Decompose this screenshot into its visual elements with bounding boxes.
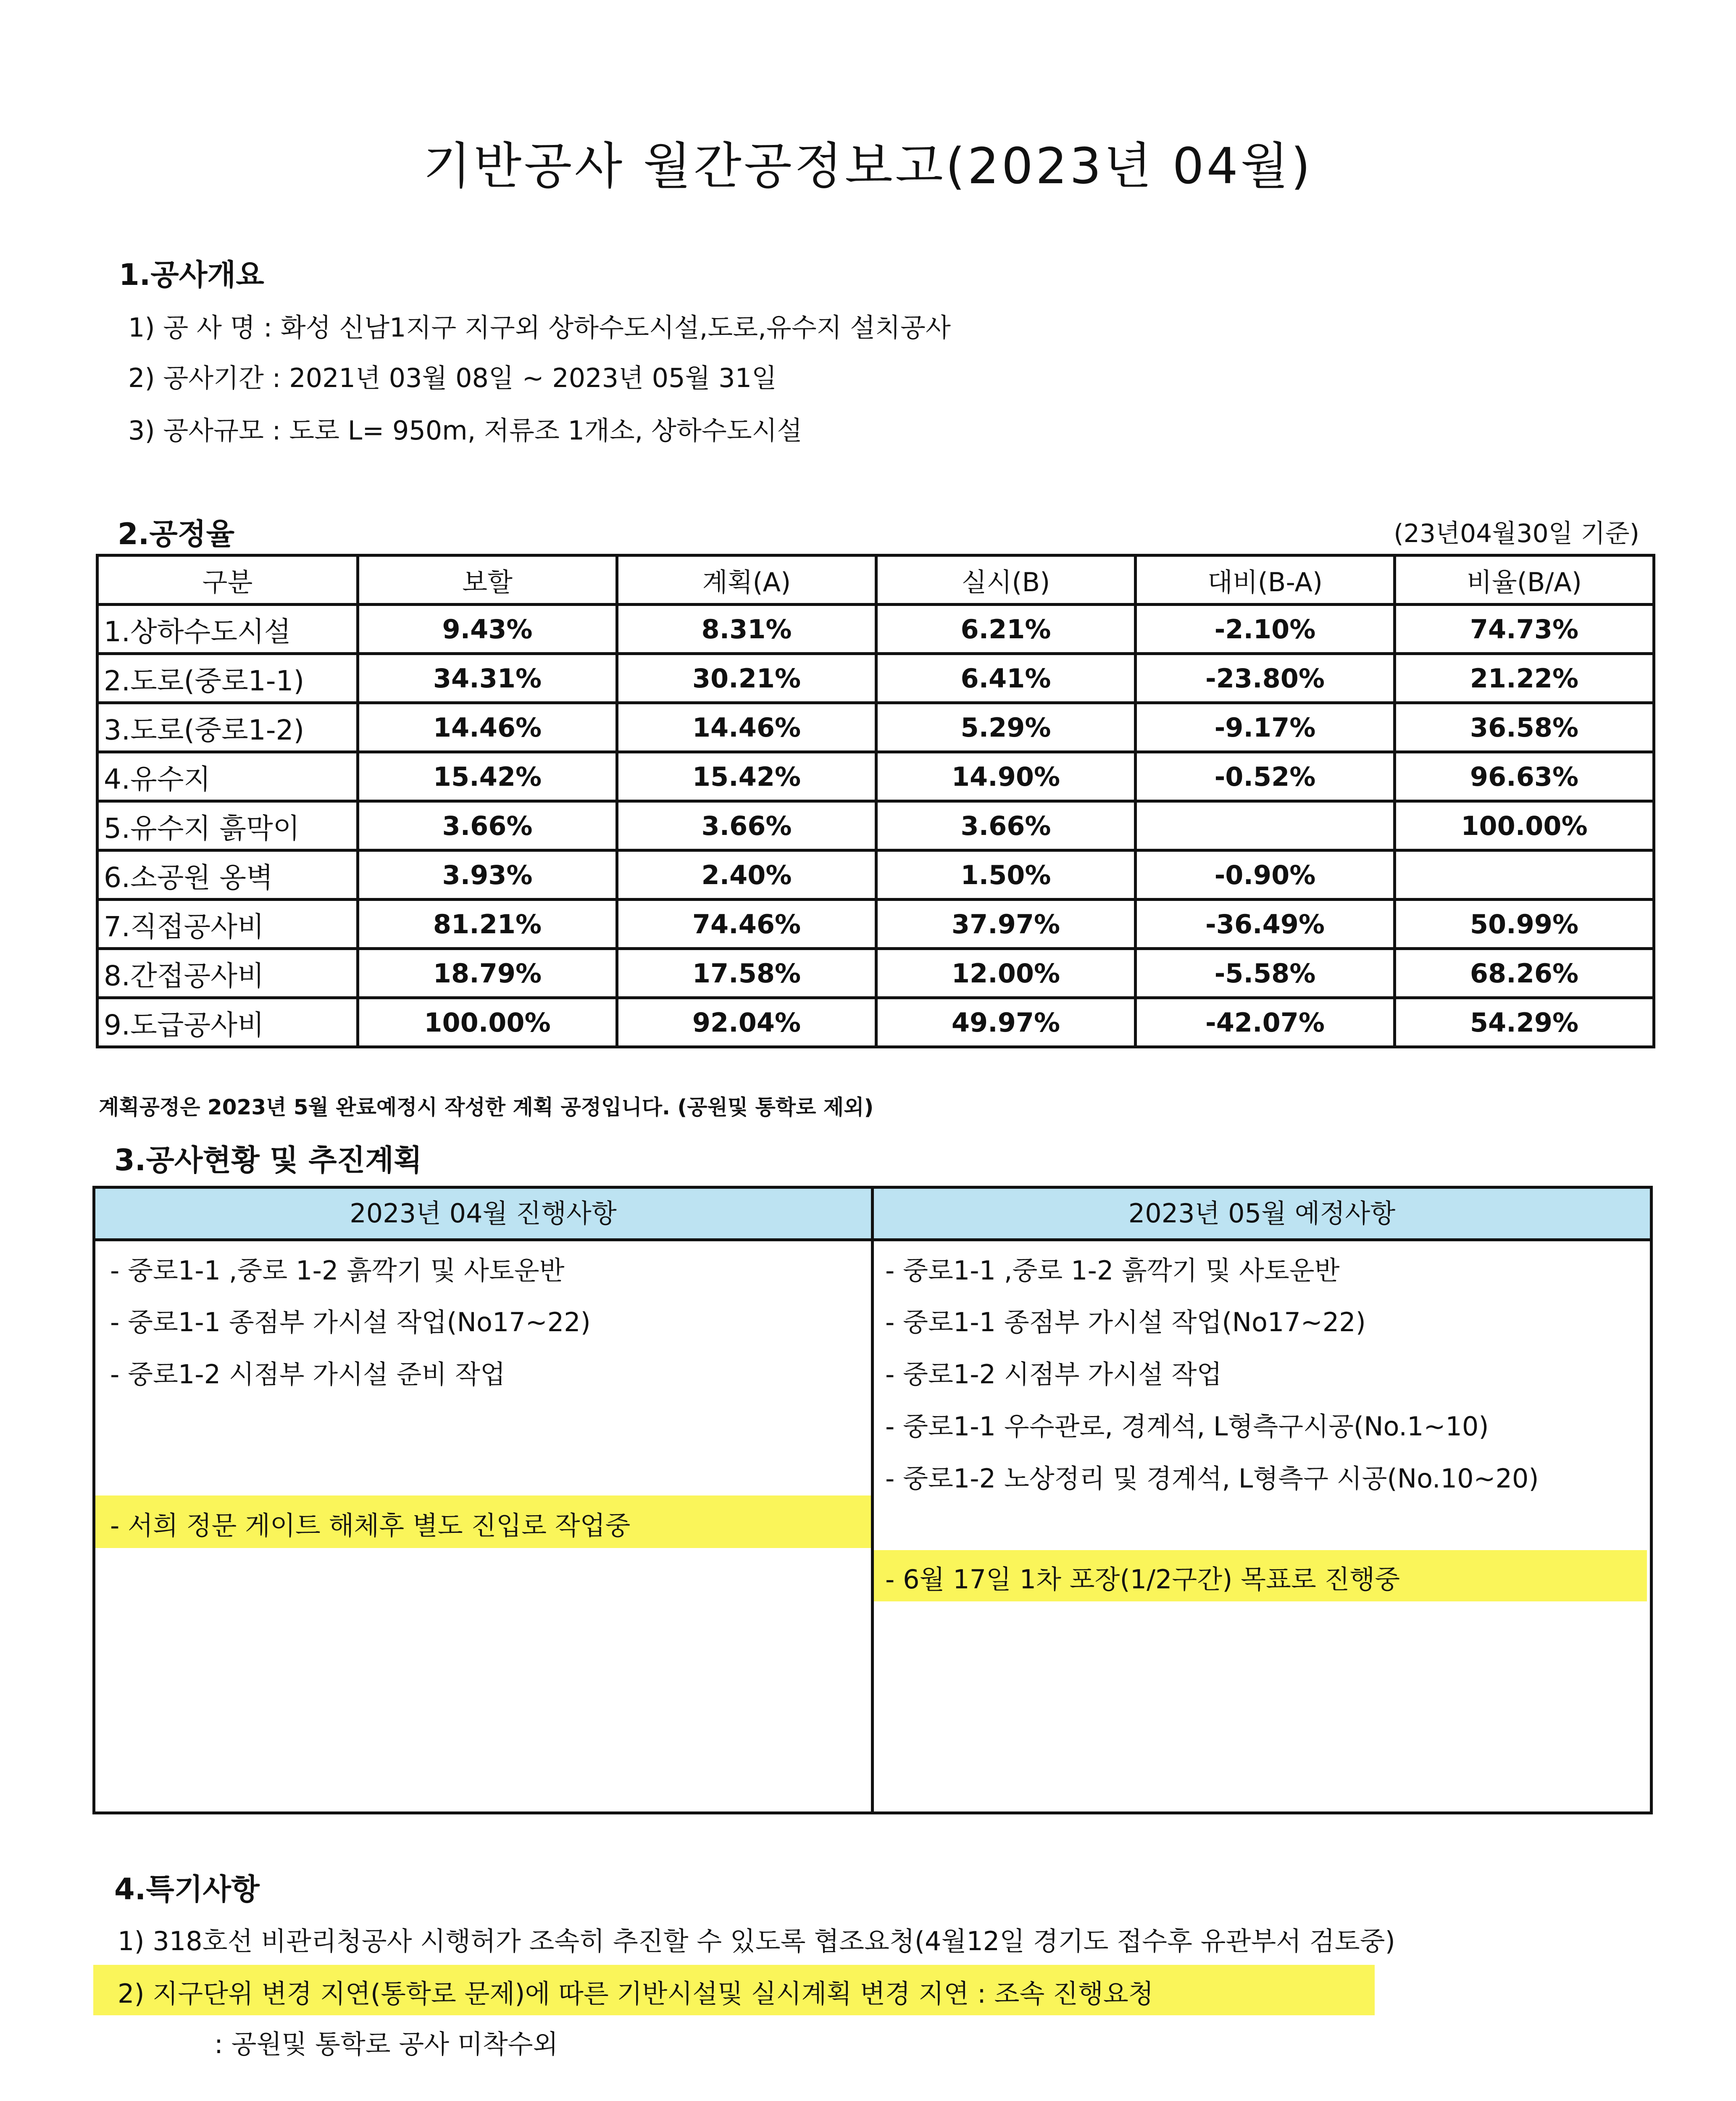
table-cell: 17.58% (617, 949, 876, 998)
table-cell: 30.21% (617, 654, 876, 703)
column-header: 실시(B) (876, 556, 1136, 605)
table-row (97, 850, 1654, 900)
table-cell: -23.80% (1136, 654, 1395, 703)
column-header: 구분 (97, 556, 358, 605)
row-label: 6.소공원 옹벽 (97, 850, 358, 900)
table-cell: -0.90% (1136, 850, 1395, 900)
table-cell: 50.99% (1395, 900, 1654, 949)
column-header: 보할 (358, 556, 617, 605)
table-cell: 14.90% (876, 752, 1136, 801)
progress-basis-date: (23년04월30일 기준) (1394, 519, 1639, 548)
table-cell: 81.21% (358, 900, 617, 949)
table-cell: 9.43% (358, 605, 617, 654)
table-cell: 18.79% (358, 949, 617, 998)
table-cell: 15.42% (358, 752, 617, 801)
special-item-2-sub: : 공원및 통학로 공사 미착수외 (214, 2029, 558, 2059)
table-cell: 92.04% (617, 998, 876, 1047)
may-item: - 중로1-1 종점부 가시설 작업(No17~22) (885, 1307, 1366, 1337)
may-highlight-item: - 6월 17일 1차 포장(1/2구간) 목표로 진행중 (885, 1564, 1400, 1595)
table-cell: 6.21% (876, 605, 1136, 654)
table-row (97, 605, 1654, 654)
progress-note: 계획공정은 2023년 5월 완료예정시 작성한 계획 공정입니다. (공원및 통학로 제외) (99, 1095, 874, 1119)
table-cell: 34.31% (358, 654, 617, 703)
table-cell: -0.52% (1136, 752, 1395, 801)
row-label: 5.유수지 흙막이 (97, 801, 358, 850)
table-cell: 6.41% (876, 654, 1136, 703)
table-cell: -36.49% (1136, 900, 1395, 949)
table-cell: 3.66% (617, 801, 876, 850)
may-column-header: 2023년 05월 예정사항 (874, 1189, 1650, 1241)
table-cell: 12.00% (876, 949, 1136, 998)
table-cell: 68.26% (1395, 949, 1654, 998)
special-heading: 4.특기사항 (114, 1872, 260, 1906)
table-cell: 100.00% (1395, 801, 1654, 850)
column-header: 계획(A) (617, 556, 876, 605)
table-cell: -42.07% (1136, 998, 1395, 1047)
table-cell: 3.93% (358, 850, 617, 900)
table-cell: 96.63% (1395, 752, 1654, 801)
table-row (97, 654, 1654, 703)
april-item: - 중로1-1 ,중로 1-2 흙깍기 및 사토운반 (110, 1255, 565, 1286)
column-header: 대비(B-A) (1136, 556, 1395, 605)
may-item: - 중로1-1 우수관로, 경계석, L형측구시공(No.1~10) (885, 1411, 1489, 1442)
table-row (97, 900, 1654, 949)
table-row (97, 703, 1654, 752)
table-cell: 8.31% (617, 605, 876, 654)
table-cell: 100.00% (358, 998, 617, 1047)
may-item: - 중로1-1 ,중로 1-2 흙깍기 및 사토운반 (885, 1255, 1340, 1286)
table-cell: 1.50% (876, 850, 1136, 900)
table-cell: 3.66% (876, 801, 1136, 850)
progress-heading: 2.공정율 (118, 517, 235, 551)
table-row (97, 752, 1654, 801)
table-cell: 15.42% (617, 752, 876, 801)
april-item: - 중로1-1 종점부 가시설 작업(No17~22) (110, 1307, 591, 1337)
table-cell: 74.46% (617, 900, 876, 949)
column-header: 비율(B/A) (1395, 556, 1654, 605)
row-label: 1.상하수도시설 (97, 605, 358, 654)
table-cell: 74.73% (1395, 605, 1654, 654)
column-divider (871, 1189, 874, 1811)
overview-heading: 1.공사개요 (119, 258, 264, 292)
table-cell: -9.17% (1136, 703, 1395, 752)
table-row (97, 801, 1654, 850)
table-cell: 49.97% (876, 998, 1136, 1047)
april-column-header: 2023년 04월 진행사항 (95, 1189, 871, 1241)
table-cell: 2.40% (617, 850, 876, 900)
page-title: 기반공사 월간공정보고(2023년 04월) (423, 137, 1313, 195)
table-cell: 14.46% (358, 703, 617, 752)
may-item: - 중로1-2 시점부 가시설 작업 (885, 1359, 1222, 1390)
table-cell (1136, 801, 1395, 850)
table-row (97, 998, 1654, 1047)
row-label: 9.도급공사비 (97, 998, 358, 1047)
status-table (92, 1186, 1653, 1814)
overview-period: 2) 공사기간 : 2021년 03월 08일 ~ 2023년 05월 31일 (128, 363, 777, 393)
overview-project-name: 1) 공 사 명 : 화성 신남1지구 지구외 상하수도시설,도로,유수지 설치공사 (128, 312, 951, 343)
may-item: - 중로1-2 노상정리 및 경계석, L형측구 시공(No.10~20) (885, 1463, 1539, 1494)
table-cell: 3.66% (358, 801, 617, 850)
table-cell: 5.29% (876, 703, 1136, 752)
table-cell: -5.58% (1136, 949, 1395, 998)
special-item-2: 2) 지구단위 변경 지연(통학로 문제)에 따른 기반시설및 실시계획 변경 지연 : 조속 진행요청 (118, 1978, 1154, 2009)
table-header-row (97, 556, 1654, 605)
table-cell: 36.58% (1395, 703, 1654, 752)
april-highlight-item: - 서희 정문 게이트 해체후 별도 진입로 작업중 (110, 1510, 631, 1541)
table-row (97, 949, 1654, 998)
row-label: 3.도로(중로1-2) (97, 703, 358, 752)
special-item-1: 1) 318호선 비관리청공사 시행허가 조속히 추진할 수 있도록 협조요청(4월12일 경기도 접수후 유관부서 검토중) (118, 1926, 1395, 1956)
row-label: 8.간접공사비 (97, 949, 358, 998)
table-cell: 21.22% (1395, 654, 1654, 703)
april-item: - 중로1-2 시점부 가시설 준비 작업 (110, 1359, 505, 1390)
row-label: 4.유수지 (97, 752, 358, 801)
progress-table (96, 554, 1655, 1048)
row-label: 2.도로(중로1-1) (97, 654, 358, 703)
table-cell: 54.29% (1395, 998, 1654, 1047)
table-cell: 14.46% (617, 703, 876, 752)
table-cell: -2.10% (1136, 605, 1395, 654)
table-cell (1395, 850, 1654, 900)
table-cell: 37.97% (876, 900, 1136, 949)
status-heading: 3.공사현황 및 추진계획 (114, 1143, 422, 1177)
overview-scale: 3) 공사규모 : 도로 L= 950m, 저류조 1개소, 상하수도시설 (128, 415, 802, 446)
row-label: 7.직접공사비 (97, 900, 358, 949)
